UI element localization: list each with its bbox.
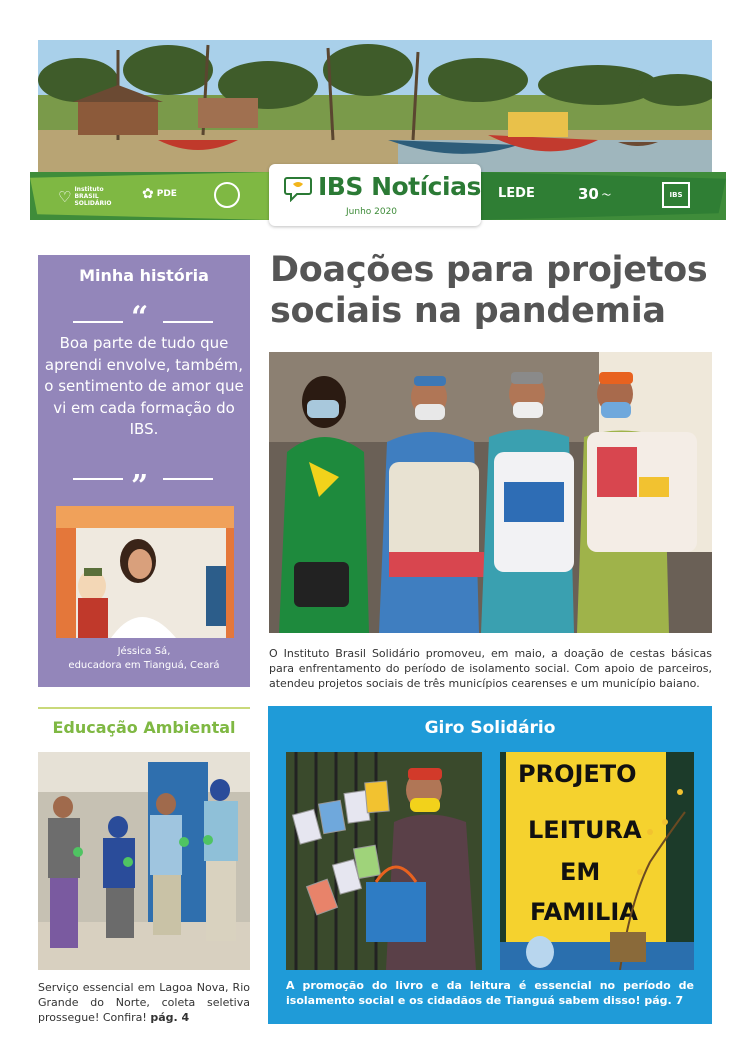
recycling-photo	[38, 752, 250, 970]
partner-logo-seal	[214, 182, 240, 208]
partner-logo-ibs	[662, 182, 690, 208]
quote-divider-right-bottom	[163, 478, 213, 480]
education-divider	[38, 707, 250, 709]
giro-caption: A promoção do livro e da leitura é essencial no período de isolamento social e os cidadãos de Tianguá sabem disso! pág. 7	[286, 979, 694, 1007]
education-caption: Serviço essencial em Lagoa Nova, Rio Grande do Norte, coleta seletiva prossegue! Confira! pág. 4	[38, 981, 250, 1024]
quote-divider-left-bottom	[73, 478, 123, 480]
main-headline: Doações para projetos sociais na pandemia	[270, 250, 708, 331]
giro-title: Giro Solidário	[424, 718, 556, 738]
giro-page-ref: pág. 7	[644, 994, 684, 1007]
masthead-date: Junho 2020	[346, 207, 398, 217]
sign-word-leitura: LEITURA	[528, 816, 642, 844]
book-icon: IBS	[662, 182, 690, 208]
puzzle-icon: ✿	[142, 186, 154, 202]
ribbon-icon: 〜	[601, 190, 611, 201]
open-quote-icon: “	[131, 300, 149, 335]
education-title: Educação Ambiental	[52, 718, 236, 737]
heart-icon: ♡	[58, 187, 72, 206]
donation-caption: O Instituto Brasil Solidário promoveu, em maio, a doação de cestas básicas para enfrentamento do período de isolamento social. Com apoio de parceiros, atendeu projetos sociais de três municípios cearenses e um município baiano.	[269, 647, 712, 690]
reading-bags-photo	[286, 752, 482, 970]
close-quote-icon: ”	[131, 469, 149, 504]
sign-word-familia: FAMILIA	[530, 898, 638, 926]
educator-name: Jéssica Sá,	[117, 646, 171, 657]
masthead-title: IBS Notícias	[318, 172, 481, 201]
story-title: Minha história	[79, 266, 209, 285]
partner-logo-brasil-solidario: ♡ Instituto BRASIL SOLIDÁRIO	[58, 186, 112, 207]
educator-photo	[56, 506, 234, 638]
header-photo	[38, 40, 712, 180]
speech-bubble-logo-icon	[284, 174, 312, 202]
quote-divider-right	[163, 321, 213, 323]
education-page-ref: pág. 4	[150, 1011, 190, 1024]
seal-icon	[214, 182, 240, 208]
donation-photo	[269, 352, 712, 633]
reading-project-photo	[500, 752, 694, 970]
sign-word-em: EM	[560, 858, 601, 886]
partner-logo-lede: LEDE	[498, 186, 535, 201]
partner-logo-pde: ✿ PDE	[142, 186, 177, 202]
educator-caption	[38, 645, 250, 673]
educator-role: educadora em Tianguá, Ceará	[68, 660, 220, 671]
sign-word-projeto: PROJETO	[518, 760, 637, 788]
quote-divider-left	[73, 321, 123, 323]
partner-logo-30-anos: 30 〜	[578, 185, 611, 203]
story-quote: Boa parte de tudo que aprendi envolve, também, o sentimento de amor que vi em cada formação do IBS.	[44, 334, 244, 438]
